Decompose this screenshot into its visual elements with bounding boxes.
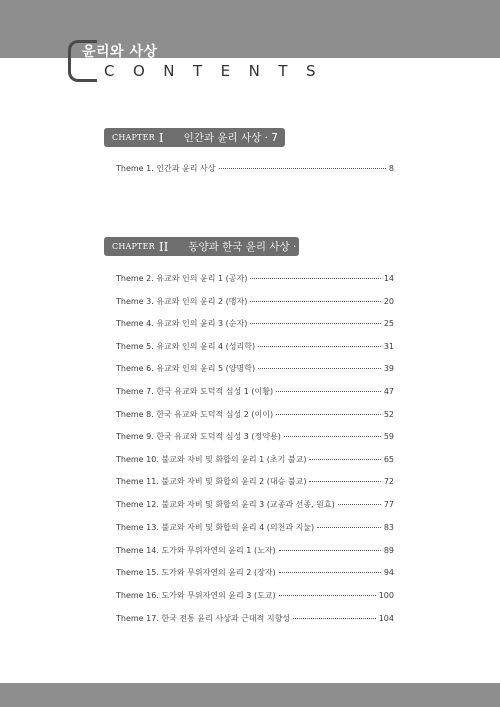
toc-entry-page: 83 bbox=[383, 523, 394, 532]
footer-band bbox=[0, 683, 500, 707]
toc-leader-dots bbox=[276, 414, 381, 415]
toc-entry-label: Theme 17. 한국 전통 윤리 사상과 근대적 지향성 bbox=[116, 614, 291, 623]
toc-entry-theme-8[interactable] bbox=[116, 409, 394, 423]
toc-leader-dots bbox=[258, 368, 381, 369]
toc-entry-page: 89 bbox=[383, 546, 394, 555]
toc-entry-label: Theme 12. 불교와 자비 및 화합의 윤리 3 (교종과 선종, 원효) bbox=[116, 500, 335, 509]
toc-entry-label: Theme 15. 도가와 무위자연의 윤리 2 (장자) bbox=[116, 568, 276, 577]
toc-entry-label: Theme 9. 한국 유교와 도덕적 심성 3 (정약용) bbox=[116, 432, 281, 441]
toc-entry-theme-12[interactable] bbox=[116, 499, 394, 513]
toc-leader-dots bbox=[250, 301, 380, 302]
chapter-1-word: CHAPTER bbox=[112, 133, 155, 142]
toc-entry-label: Theme 7. 한국 유교와 도덕적 심성 1 (이황) bbox=[116, 387, 274, 396]
toc-entry-label: Theme 16. 도가와 무위자연의 윤리 3 (도교) bbox=[116, 591, 276, 600]
chapter-2-box[interactable] bbox=[104, 237, 314, 256]
toc-leader-dots bbox=[279, 595, 376, 596]
toc-entry-label: Theme 2. 유교와 인의 윤리 1 (공자) bbox=[116, 274, 248, 283]
toc-entry-theme-9[interactable] bbox=[116, 431, 394, 445]
toc-entry-theme-6[interactable] bbox=[116, 363, 394, 377]
toc-entry-page: 104 bbox=[378, 614, 394, 623]
contents-heading: CONTENTS bbox=[104, 62, 335, 80]
toc-leader-dots bbox=[293, 618, 376, 619]
toc-entry-label: Theme 6. 유교와 인의 윤리 5 (양명학) bbox=[116, 364, 256, 373]
toc-entry-theme-2[interactable] bbox=[116, 273, 394, 287]
toc-entry-page: 59 bbox=[383, 432, 394, 441]
toc-leader-dots bbox=[279, 572, 381, 573]
toc-entry-label: Theme 13. 불교와 자비 및 화합의 윤리 4 (의천과 지눌) bbox=[116, 523, 315, 532]
toc-entry-page: 39 bbox=[383, 364, 394, 373]
toc-entry-theme-5[interactable] bbox=[116, 341, 394, 355]
chapter-1-title: 인간과 윤리 사상 · 7 bbox=[183, 132, 278, 144]
chapter-2-title: 동양과 한국 윤리 사상 · 13 bbox=[188, 241, 314, 253]
toc-entry-page: 52 bbox=[383, 410, 394, 419]
chapter-1-numeral: I bbox=[158, 130, 164, 145]
toc-entry-label: Theme 14. 도가와 무위자연의 윤리 1 (노자) bbox=[116, 546, 276, 555]
toc-entry-theme-15[interactable] bbox=[116, 567, 394, 581]
toc-entry-label: Theme 5. 유교와 인의 윤리 4 (성리학) bbox=[116, 342, 256, 351]
toc-leader-dots bbox=[317, 527, 381, 528]
toc-entry-label: Theme 4. 유교와 인의 윤리 3 (순자) bbox=[116, 319, 248, 328]
toc-leader-dots bbox=[258, 346, 381, 347]
toc-entry-page: 20 bbox=[383, 297, 394, 306]
toc-leader-dots bbox=[309, 459, 380, 460]
toc-entry-label: Theme 8. 한국 유교와 도덕적 심성 2 (이이) bbox=[116, 410, 274, 419]
chapter-1-box[interactable] bbox=[104, 128, 285, 147]
toc-entry-page: 94 bbox=[383, 568, 394, 577]
toc-entry-theme-7[interactable] bbox=[116, 386, 394, 400]
toc-entry-theme-11[interactable] bbox=[116, 476, 394, 490]
toc-entry-label: Theme 10. 불교와 자비 및 화합의 윤리 1 (초기 불교) bbox=[116, 455, 307, 464]
toc-leader-dots bbox=[309, 481, 380, 482]
toc-entry-theme-1[interactable] bbox=[116, 163, 394, 177]
toc-entry-page: 77 bbox=[383, 500, 394, 509]
toc-entry-page: 31 bbox=[383, 342, 394, 351]
toc-entry-label: Theme 11. 불교와 자비 및 화합의 윤리 2 (대승 불교) bbox=[116, 477, 307, 486]
toc-entry-page: 8 bbox=[388, 164, 394, 173]
toc-entry-theme-16[interactable] bbox=[116, 590, 394, 604]
toc-entry-page: 14 bbox=[383, 274, 394, 283]
book-title: 윤리와 사상 bbox=[82, 44, 158, 60]
toc-entry-page: 47 bbox=[383, 387, 394, 396]
toc-leader-dots bbox=[338, 504, 381, 505]
toc-entry-theme-14[interactable] bbox=[116, 545, 394, 559]
toc-entry-label: Theme 1. 인간과 윤리 사상 bbox=[116, 164, 216, 173]
toc-entry-label: Theme 3. 유교와 인의 윤리 2 (맹자) bbox=[116, 297, 248, 306]
toc-leader-dots bbox=[279, 550, 381, 551]
toc-entry-page: 25 bbox=[383, 319, 394, 328]
toc-entry-page: 72 bbox=[383, 477, 394, 486]
toc-leader-dots bbox=[250, 278, 380, 279]
toc-leader-dots bbox=[219, 168, 386, 169]
toc-entry-page: 65 bbox=[383, 455, 394, 464]
toc-entry-theme-13[interactable] bbox=[116, 522, 394, 536]
toc-leader-dots bbox=[276, 391, 381, 392]
chapter-2-word: CHAPTER bbox=[112, 242, 155, 251]
toc-entry-theme-10[interactable] bbox=[116, 454, 394, 468]
toc-leader-dots bbox=[284, 436, 381, 437]
toc-entry-theme-4[interactable] bbox=[116, 318, 394, 332]
toc-leader-dots bbox=[250, 323, 380, 324]
toc-entry-theme-3[interactable] bbox=[116, 296, 394, 310]
toc-entry-theme-17[interactable] bbox=[116, 613, 394, 627]
chapter-2-numeral: II bbox=[158, 239, 169, 254]
toc-entry-page: 100 bbox=[378, 591, 394, 600]
